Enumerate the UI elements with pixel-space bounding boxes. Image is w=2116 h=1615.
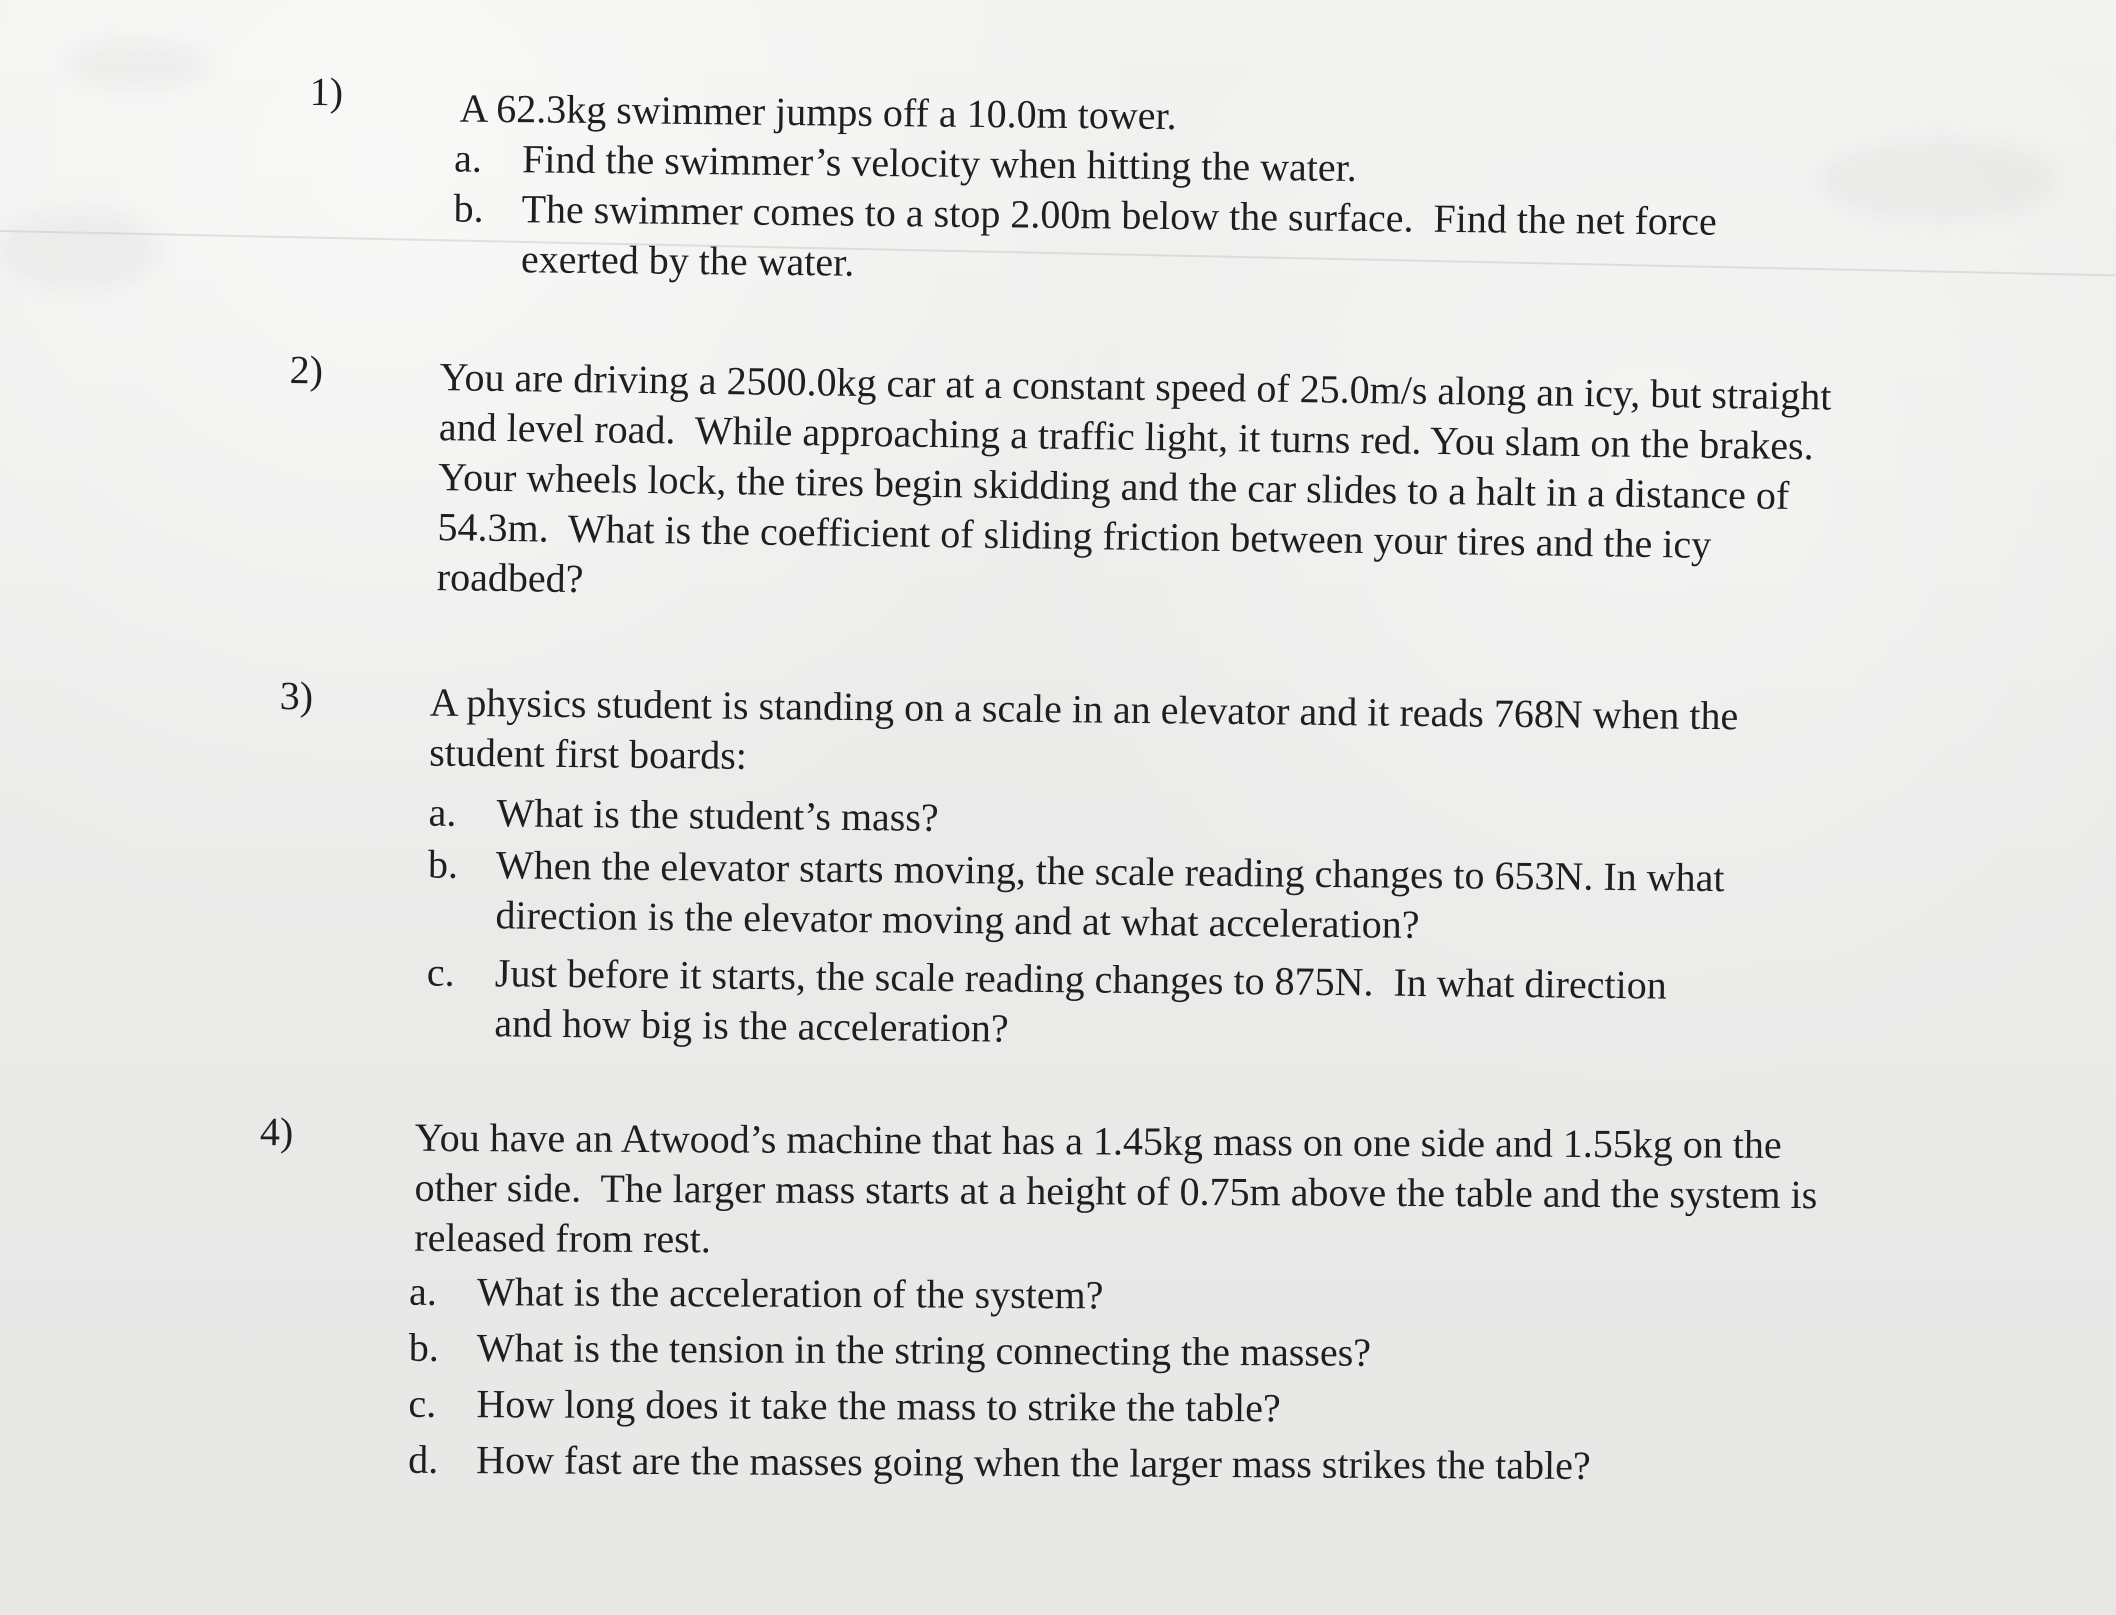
subpart-text: What is the student’s mass? xyxy=(496,790,939,840)
question-number: 3) xyxy=(279,673,314,719)
question-4 xyxy=(259,1109,1828,1488)
question-2 xyxy=(289,347,1842,602)
question-3 xyxy=(279,673,1780,1051)
subpart-text: The swimmer comes to a stop 2.00m below the surface. Find the net force exerted by the water. xyxy=(520,186,1727,285)
question-1 xyxy=(309,69,1810,285)
subpart-text: How fast are the masses going when the larger mass strikes the table? xyxy=(476,1437,1591,1488)
subpart-letter: b. xyxy=(427,841,459,887)
question-subpart xyxy=(426,948,1727,1072)
question-subpart xyxy=(453,184,1754,308)
question-text: A physics student is standing on a scale in an elevator and it reads 768N when the student first boards: xyxy=(428,679,1749,778)
question-subpart xyxy=(409,1267,1709,1326)
subpart-letter: a. xyxy=(408,1268,437,1314)
question-number: 2) xyxy=(289,347,324,393)
subpart-letter: c. xyxy=(408,1380,437,1426)
paper-scuff xyxy=(1820,140,2060,220)
subpart-text: Just before it starts, the scale reading changes to 875N. In what direction and how big is the acceleration? xyxy=(494,950,1677,1051)
question-subpart xyxy=(427,840,1735,964)
subpart-text: What is the acceleration of the system? xyxy=(476,1269,1104,1318)
question-number: 4) xyxy=(259,1109,294,1155)
subpart-letter: c. xyxy=(426,949,455,995)
subpart-text: What is the tension in the string connecting the masses? xyxy=(476,1325,1372,1375)
question-subpart xyxy=(409,1323,1709,1382)
subpart-letter: b. xyxy=(408,1324,439,1370)
subpart-letter: b. xyxy=(453,185,484,231)
question-text: You have an Atwood’s machine that has a 1.45kg mass on one side and 1.55kg on the other side. The larger mass starts at a height of 0.75m above the table and the system is released from rest. xyxy=(414,1114,1828,1262)
subpart-letter: a. xyxy=(428,789,457,835)
question-subpart xyxy=(408,1435,1708,1494)
question-number: 1) xyxy=(309,69,344,115)
question-text: A 62.3kg swimmer jumps off a 10.0m tower. xyxy=(459,85,1177,139)
subpart-text: When the elevator starts moving, the scale reading changes to 653N. In what direction is the elevator moving and at what acceleration? xyxy=(495,842,1735,947)
subpart-text: Find the swimmer’s velocity when hitting the water. xyxy=(521,136,1357,190)
paper-scuff xyxy=(0,210,160,290)
subpart-letter: a. xyxy=(453,135,483,181)
paper-scuff xyxy=(70,40,210,90)
question-subpart xyxy=(408,1379,1708,1438)
subpart-text: How long does it take the mass to strike the table? xyxy=(476,1381,1281,1431)
question-text: You are driving a 2500.0kg car at a constant speed of 25.0m/s along an icy, but straight and level road. While approaching a traffic light, it turns red. You slam on the brakes. Your wheels lock, the tires begin skidding and the car slides to a halt in a distance of 54.3m. What is the coefficient of sliding friction between your tires and the icy roadbed? xyxy=(436,354,1842,602)
subpart-letter: d. xyxy=(408,1436,439,1482)
